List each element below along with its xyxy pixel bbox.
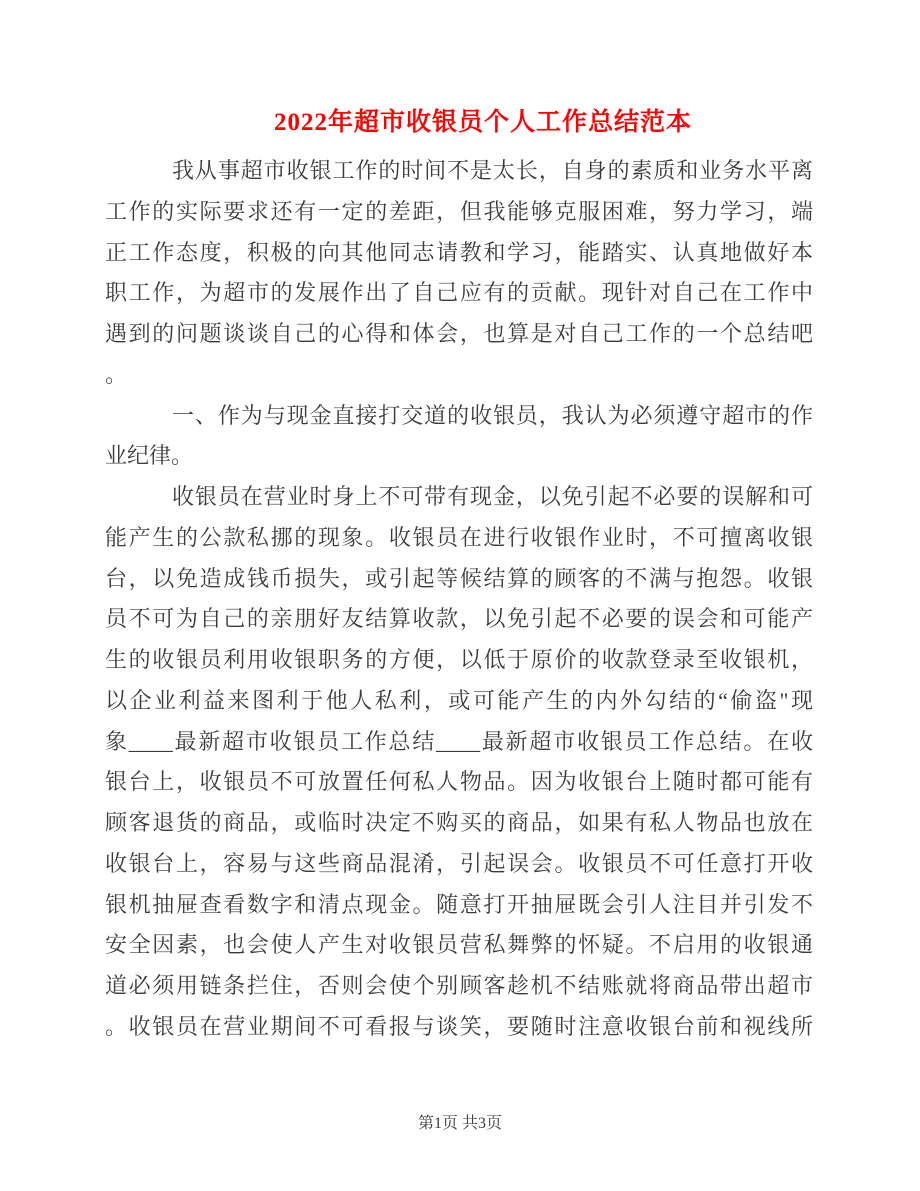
text-line: 遇到的问题谈谈自己的心得和体会，也算是对自己工作的一个总结吧	[105, 321, 813, 346]
page-number-label: 第1页 共3页	[417, 1115, 502, 1132]
document-body	[105, 151, 813, 1048]
text-line: 顾客退货的商品，或临时决定不购买的商品，如果有私人物品也放在	[105, 810, 813, 835]
text-line: 业纪律。	[105, 443, 194, 469]
text-line: 安全因素，也会使人产生对收银员营私舞弊的怀疑。不启用的收银通	[105, 932, 813, 958]
text-line: 象____最新超市收银员工作总结____最新超市收银员工作总结。在收	[105, 728, 813, 754]
text-line: 我从事超市收银工作的时间不是太长，自身的素质和业务水平离	[172, 158, 813, 183]
text-line: 工作的实际要求还有一定的差距，但我能够克服困难，努力学习，端	[105, 198, 813, 224]
text-line: 道必须用链条拦住，否则会使个别顾客趁机不结账就将商品带出超市	[105, 973, 813, 998]
text-line: 以企业利益来图利于他人私利，或可能产生的内外勾结的“偷盗"现	[105, 687, 813, 713]
text-line: 台，以免造成钱币损失，或引起等候结算的顾客的不满与抱怨。收银	[105, 565, 813, 591]
text-line: 银机抽屉查看数字和清点现金。随意打开抽屉既会引人注目并引发不	[105, 891, 813, 917]
text-line: 一、作为与现金直接打交道的收银员，我认为必须遵守超市的作	[172, 402, 813, 428]
text-line: 银台上，收银员不可放置任何私人物品。因为收银台上随时都可能有	[105, 769, 813, 795]
text-line: 收银员在营业时身上不可带有现金，以免引起不必要的误解和可	[172, 484, 813, 509]
text-line: 职工作，为超市的发展作出了自己应有的贡献。现针对自己在工作中	[105, 280, 813, 306]
document-title: 2022年超市收银员个人工作总结范本	[273, 109, 692, 136]
page-footer	[0, 1113, 920, 1135]
text-line: 员不可为自己的亲朋好友结算收款，以免引起不必要的误会和可能产	[105, 606, 813, 632]
text-line: 。	[105, 361, 128, 387]
text-line: 生的收银员利用收银职务的方便，以低于原价的收款登录至收银机，	[105, 647, 813, 672]
text-line: 收银台上，容易与这些商品混淆，引起误会。收银员不可任意打开收	[105, 850, 813, 876]
text-line: 能产生的公款私挪的现象。收银员在进行收银作业时，不可擅离收银	[105, 524, 813, 550]
text-line: 正工作态度，积极的向其他同志请教和学习，能踏实、认真地做好本	[105, 239, 813, 265]
text-line: 。收银员在营业期间不可看报与谈笑，要随时注意收银台前和视线所	[105, 1013, 813, 1039]
